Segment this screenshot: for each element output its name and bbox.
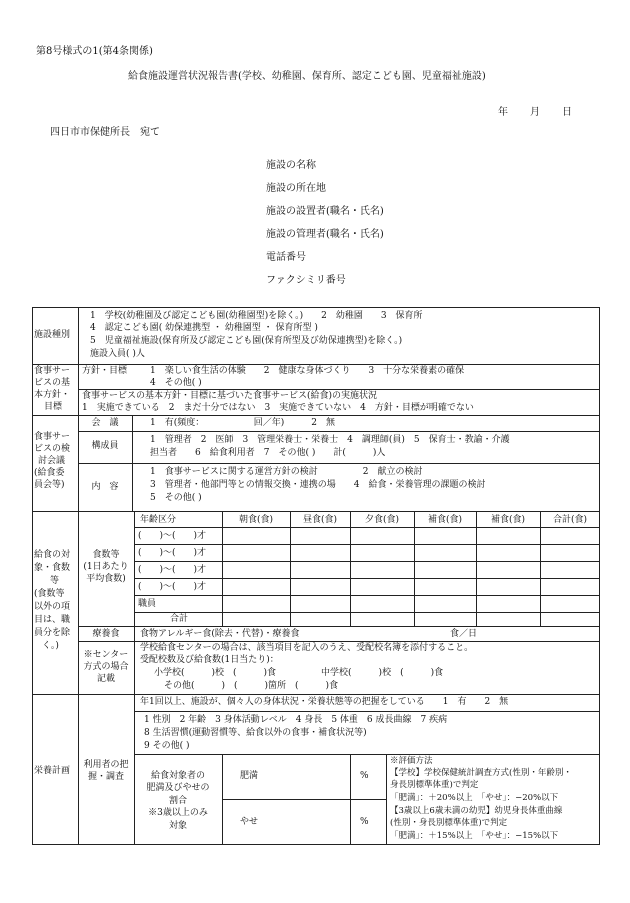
header-snack-2: 補食(食) — [490, 515, 526, 525]
therapeutic-text: 食物アレルギー食(除去・代替)・療養食 — [140, 629, 300, 639]
content-label: 内 容 — [91, 482, 119, 492]
ratio-label-4: ※3歳以上のみ — [148, 808, 208, 818]
type-line-3: 5 児童福祉施設(保育所及び認定こども園(保育所型及び幼保連携型)を除く。) — [90, 336, 403, 346]
user-label-2: 握・調査 — [87, 772, 124, 782]
members-label: 構成員 — [91, 441, 119, 451]
policy-label-3: 本方針・ — [34, 390, 71, 400]
user-label-1: 利用者の把 — [83, 760, 129, 770]
policy-goal-line-2: 4 その他( ) — [150, 378, 202, 388]
items-line-1: 1 性別 2 年齢 3 身体活動レベル 4 身長 5 体重 6 成長曲線 7 疾病 — [144, 715, 448, 725]
check-line: 年1回以上、施設が、個々人の身体状況・栄養状態等の把握をしている 1 有 2 無 — [140, 697, 509, 707]
count-label-1: 食数等 — [92, 550, 120, 560]
type-line-1: 1 学校(幼稚園及び認定こども園(幼稚園型)を除く。) 2 幼稚園 3 保育所 — [90, 311, 423, 321]
center-label-1: ※センター — [83, 650, 129, 660]
policy-label-4: 目標 — [44, 402, 63, 412]
meals-label-2: 象・食数 — [34, 563, 71, 573]
date-year: 年 — [498, 107, 508, 118]
age-row-2: ( )〜( )才 — [138, 548, 207, 558]
ratio-label-1: 給食対象者の — [150, 771, 205, 781]
field-facility-manager: 施設の管理者(職名・氏名) — [266, 229, 384, 240]
field-fax: ファクシミリ番号 — [266, 275, 346, 286]
addressee: 四日市市保健所長 宛て — [50, 127, 160, 138]
content-line-3: 5 その他( ) — [150, 493, 202, 503]
age-row-4: ( )〜( )才 — [138, 582, 207, 592]
count-label-2: (1日あたり — [83, 562, 129, 572]
ratio-label-2: 肥満及びやせの — [146, 783, 210, 793]
policy-status-line-1: 食事サービスの基本方針・目標に基づいた食事サービス(給食)の実施状況 — [82, 391, 378, 401]
age-row-3: ( )〜( )才 — [138, 565, 207, 575]
type-line-2: 4 認定こども園( 幼保連携型 ・ 幼稚園型 ・ 保育所型 ) — [90, 323, 318, 333]
policy-sub-label: 方針・目標 — [82, 366, 128, 376]
meeting-text: 1 有(頻度： 回／年) 2 無 — [150, 418, 335, 428]
field-facility-address: 施設の所在地 — [266, 183, 326, 194]
items-line-3: 9 その他( ) — [144, 741, 190, 751]
eval-line-4: 【3歳以上6歳未満の幼児】幼児身長体重曲線 — [390, 806, 563, 816]
meals-label-7: 員分を除 — [34, 628, 71, 638]
nutrition-label: 栄養計画 — [34, 766, 71, 776]
meals-label-8: く。) — [42, 641, 59, 651]
policy-label-2: ビスの基 — [34, 378, 71, 388]
header-snack-1: 補食(食) — [427, 515, 463, 525]
policy-label-1: 食事サー — [34, 366, 71, 376]
count-label-3: 平均食数) — [86, 574, 126, 584]
eval-line-5: (性別・身長別標準体重)で判定 — [390, 818, 508, 828]
committee-label-5: 員会等) — [34, 480, 65, 490]
header-age: 年齢区分 — [140, 515, 177, 525]
meals-label-3: 等 — [50, 576, 60, 586]
ratio-label-5: 対象 — [168, 821, 187, 831]
eval-line-1: 【学校】学校保健統計調査方式(性別・年齢別・ — [390, 768, 572, 778]
meals-label-4: (食数等 — [34, 589, 65, 599]
field-phone: 電話番号 — [266, 252, 306, 263]
eval-line-3: 「肥満」：＋20%以上 「やせ」：−20%以下 — [390, 793, 559, 803]
members-line-1: 1 管理者 2 医師 3 管理栄養士・栄養士 4 調理師(員) 5 保育士・教諭・介護 — [150, 435, 510, 445]
center-label-3: 記載 — [96, 674, 115, 684]
eval-line-6: 「肥満」：＋15%以上 「やせ」：−15%以下 — [390, 831, 559, 841]
form-number: 第8号様式の1(第4条関係) — [36, 46, 153, 57]
therapeutic-unit: 食／日 — [450, 629, 478, 639]
meals-label-5: 以外の項 — [34, 602, 71, 612]
header-breakfast: 朝食(食) — [238, 515, 274, 525]
eval-title: ※評価方法 — [390, 756, 433, 766]
staff-row: 職員 — [138, 599, 157, 609]
meals-label-1: 給食の対 — [34, 550, 71, 560]
thin-label: やせ — [240, 817, 259, 827]
members-line-2: 担当者 6 給食利用者 7 その他( ) 計( )人 — [150, 448, 386, 458]
field-facility-name: 施設の名称 — [266, 160, 316, 171]
committee-label-3: 討会議 — [38, 456, 66, 466]
meeting-label: 会 議 — [91, 418, 119, 428]
obese-label: 肥満 — [240, 771, 259, 781]
type-line-4: 施設入員( )人 — [90, 349, 145, 359]
content-line-1: 1 食事サービスに関する運営方針の検討 2 献立の検討 — [150, 467, 423, 477]
meals-label-6: 目は、職 — [34, 615, 71, 625]
thin-percent: % — [360, 817, 369, 827]
type-label: 施設種別 — [34, 330, 71, 340]
therapeutic-label: 療養食 — [92, 629, 120, 639]
committee-label-4: (給食委 — [34, 468, 65, 478]
header-dinner: 夕食(食) — [364, 515, 400, 525]
header-lunch: 昼食(食) — [302, 515, 338, 525]
center-line-4: その他( ) ( )箇所 ( )食 — [164, 681, 339, 691]
eval-line-2: 身長別標準体重)で判定 — [390, 780, 479, 790]
center-line-2: 受配校数及び給食数(1日当たり)： — [140, 655, 279, 665]
center-label-2: 方式の場合 — [83, 662, 129, 672]
committee-label-1: 食事サー — [34, 432, 71, 442]
content-line-2: 3 管理者・他部門等との情報交換・連携の場 4 給食・栄養管理の課題の検討 — [150, 480, 486, 490]
date-month: 月 — [530, 107, 540, 118]
date-day: 日 — [562, 107, 572, 118]
center-line-1: 学校給食センターの場合は、該当項目を記入のうえ、受配校名簿を添付すること。 — [140, 643, 474, 653]
committee-label-2: ビスの検 — [34, 444, 71, 454]
age-row-1: ( )〜( )才 — [138, 531, 207, 541]
policy-status-line-2: 1 実施できている 2 まだ十分ではない 3 実施できていない 4 方針・目標が明確でない — [82, 403, 474, 413]
ratio-label-3: 割合 — [168, 796, 187, 806]
header-total: 合計(食) — [552, 515, 588, 525]
center-line-3: 小学校( )校 ( )食 中学校( )校 ( )食 — [154, 668, 444, 678]
obese-percent: % — [360, 771, 369, 781]
page-title: 給食施設運営状況報告書(学校、幼稚園、保育所、認定こども園、児童福祉施設) — [128, 71, 486, 82]
items-line-2: 8 生活習慣(運動習慣等、給食以外の食事・補食状況等) — [144, 728, 367, 738]
policy-goal-line-1: 1 楽しい食生活の体験 2 健康な身体づくり 3 十分な栄養素の確保 — [150, 366, 465, 376]
field-facility-founder: 施設の設置者(職名・氏名) — [266, 206, 384, 217]
total-row: 合計 — [170, 614, 189, 624]
